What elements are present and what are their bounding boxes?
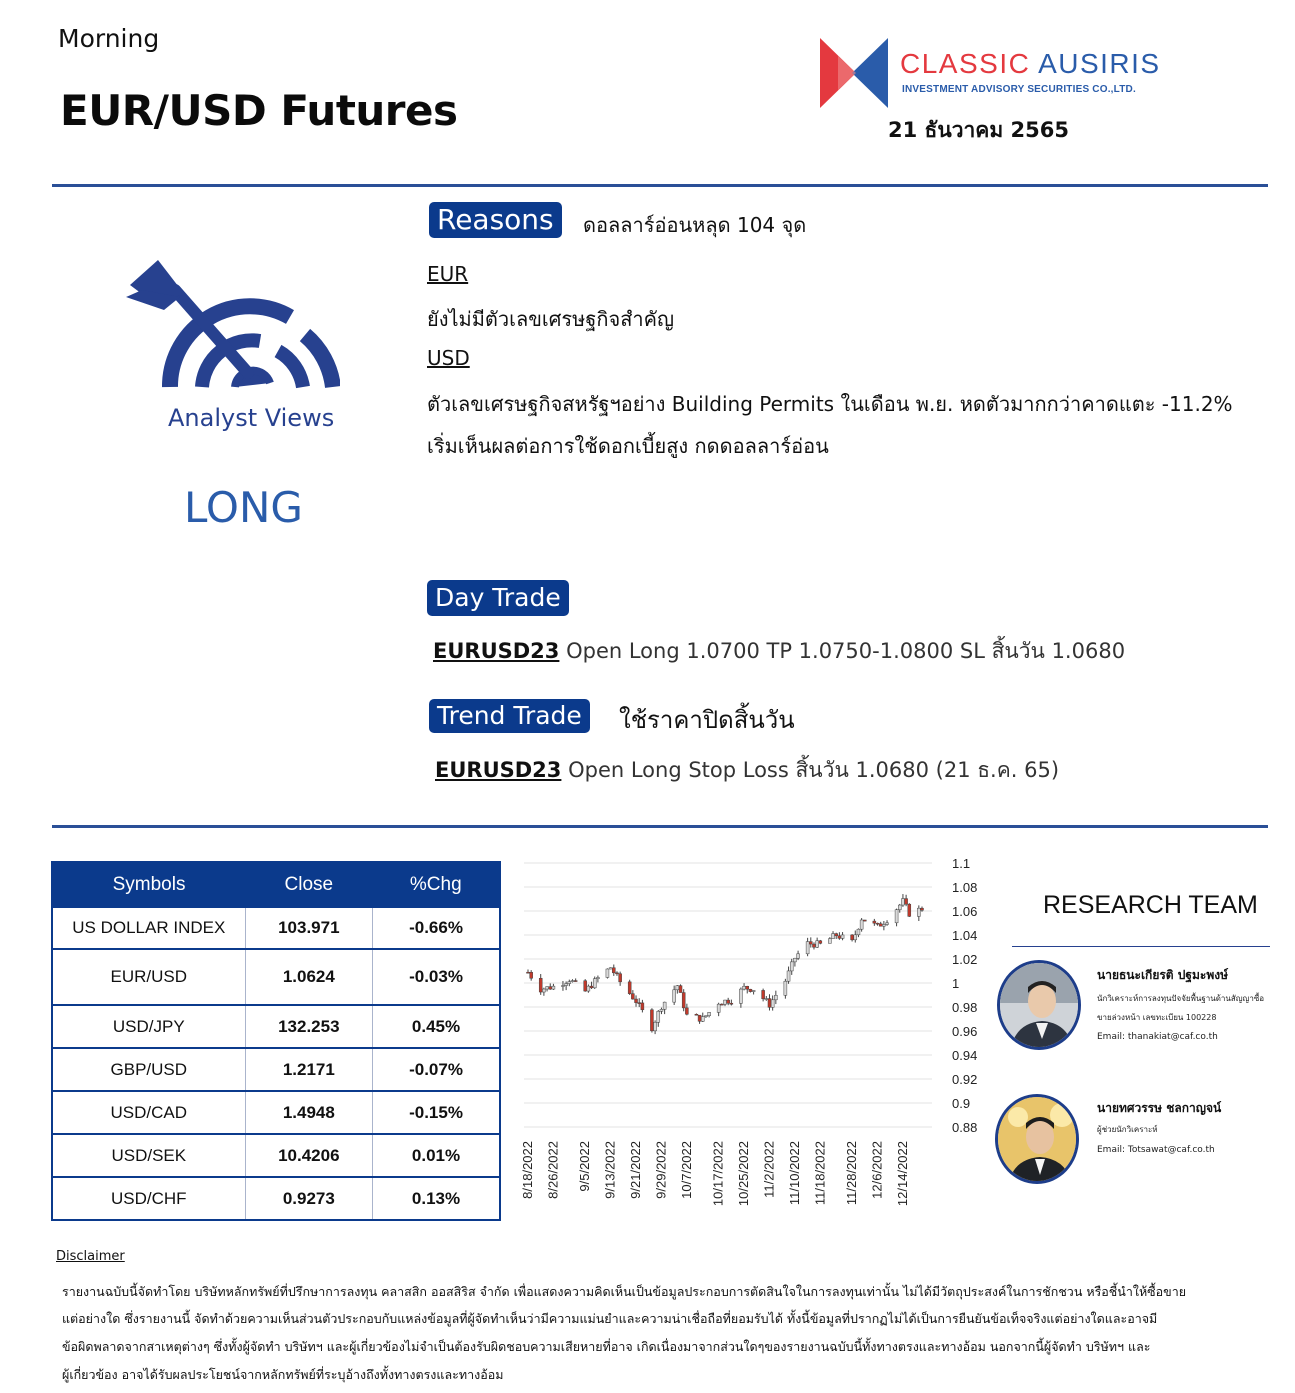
- candle-body: [857, 929, 860, 935]
- candle-body: [797, 954, 800, 958]
- disclaimer-line: แต่อย่างใด ซึ่งรายงานนี้ จัดทำด้วยความเห็นส่วนตัวประกอบกับแหล่งข้อมูลที่ผู้จัดทำเห็นว่ามีความแม่นยำและความน่าเชื่อถือที่ยอมรับได้ ทั้งนี้ข้อมูลที่ปรากฏไม่ได้เป็นการยืนยันข้อเท็จจริงแต่อย่างใดและอาจมี: [62, 1311, 1158, 1326]
- member-2-name: นายทศวรรษ ชลกาญจน์: [1097, 1101, 1222, 1115]
- candle-body: [701, 1017, 704, 1022]
- member-1-name: นายธนะเกียรติ ปฐมะพงษ์: [1097, 968, 1229, 982]
- cell-change: 0.13%: [373, 1177, 500, 1220]
- header-divider: [52, 184, 1268, 187]
- disclaimer-line: ข้อผิดพลาดจากสาเหตุต่างๆ ซึ่งทั้งผู้จัดทำ บริษัทฯ และผู้เกี่ยวข้องไม่จำเป็นต้องรับผิดชอบความเสียหายที่อาจ เกิดเนื่องมาจากส่วนใดๆของรายงานฉบับนี้ทั้งทางตรงและทางอ้อม นอกจากนี้ผู้จัดทำ บริษัทฯ และ: [62, 1339, 1151, 1354]
- section-divider: [52, 825, 1268, 828]
- y-tick-label: 1.04: [952, 928, 978, 943]
- y-tick-label: 0.94: [952, 1048, 978, 1063]
- candle-body: [873, 921, 876, 923]
- x-tick-label: 10/7/2022: [678, 1141, 694, 1199]
- candle-body: [819, 941, 822, 944]
- x-tick-label: 8/18/2022: [520, 1141, 535, 1199]
- candle-body: [568, 982, 571, 984]
- candle-body: [631, 994, 634, 999]
- member-1-role-line-2: ขายล่วงหน้า เลขทะเบียน 100228: [1097, 1013, 1217, 1022]
- candle-body: [641, 1003, 644, 1010]
- member-2-email: Email: Totsawat@caf.co.th: [1097, 1145, 1215, 1155]
- candle-body: [841, 935, 844, 938]
- cell-close: 10.4206: [245, 1134, 372, 1177]
- candle-body: [574, 981, 577, 982]
- trend-trade-text: Open Long Stop Loss สิ้นวัน 1.0680 (21 ธ.ค. 65): [561, 758, 1060, 782]
- cell-close: 1.0624: [245, 949, 372, 1005]
- candle-body: [886, 923, 889, 925]
- candle-body: [921, 908, 924, 910]
- candle-body: [854, 935, 857, 940]
- reasons-headline: ดอลลาร์อ่อนหลุด 104 จุด: [583, 213, 807, 237]
- brand-subtitle: INVESTMENT ADVISORY SECURITIES CO.,LTD.: [902, 84, 1136, 95]
- candle-body: [790, 962, 793, 971]
- candle-body: [654, 1022, 657, 1031]
- cell-symbol: US DOLLAR INDEX: [52, 907, 245, 949]
- candle-body: [851, 935, 854, 940]
- candle-body: [638, 1003, 641, 1004]
- member-1-role-line-1: นักวิเคราะห์การลงทุนปัจจัยพื้นฐานด้านสัญญาซื้อ: [1097, 994, 1265, 1003]
- candle-body: [552, 986, 555, 989]
- company-logo: [818, 36, 1168, 116]
- candle-body: [739, 989, 742, 1003]
- table-row: [52, 1134, 500, 1177]
- table-row: [52, 949, 500, 1005]
- candle-body: [679, 986, 682, 993]
- disclaimer-line: ผู้เกี่ยวข้อง อาจได้รับผลประโยชน์จากหลักทรัพย์ที่ระบุอ้างถึงทั้งทางตรงและทางอ้อม: [62, 1367, 504, 1382]
- cell-change: 0.01%: [373, 1134, 500, 1177]
- analyst-stance: LONG: [184, 483, 303, 532]
- cell-close: 1.2171: [245, 1048, 372, 1091]
- candle-body: [809, 942, 812, 945]
- candle-body: [908, 904, 911, 916]
- x-tick-label: 10/17/2022: [710, 1141, 726, 1207]
- member-2-role: ผู้ช่วยนักวิเคราะห์: [1097, 1125, 1158, 1134]
- candle-body: [596, 977, 599, 978]
- x-tick-label: 9/21/2022: [628, 1141, 644, 1199]
- disclaimer-line: รายงานฉบับนี้จัดทำโดย บริษัทหลักทรัพย์ที่ปรึกษาการลงทุน คลาสสิก ออสสิริส จำกัด เพื่อแสดงความคิดเห็นเป็นข้อมูลประกอบการตัดสินใจในการลงทุนเท่านั้น ไม่ได้มีวัตถุประสงค์ในการชักชวน หรือชี้นำให้ซื้อขาย: [62, 1284, 1187, 1299]
- trend-trade-note: ใช้ราคาปิดสิ้นวัน: [619, 706, 795, 734]
- reasons-badge: Reasons: [429, 202, 562, 238]
- person-photo-icon: [1000, 963, 1081, 1050]
- candle-body: [698, 1015, 701, 1021]
- candle-body: [612, 968, 615, 973]
- candle-body: [663, 1002, 666, 1009]
- candle-body: [860, 920, 863, 929]
- cell-change: -0.66%: [373, 907, 500, 949]
- y-tick-label: 1.02: [952, 952, 978, 967]
- candle-body: [615, 973, 618, 974]
- cell-change: -0.07%: [373, 1048, 500, 1091]
- candle-body: [832, 934, 835, 939]
- candle-body: [650, 1010, 653, 1031]
- header-close: Close: [245, 862, 372, 907]
- candle-body: [587, 986, 590, 991]
- eur-text: ยังไม่มีตัวเลขเศรษฐกิจสำคัญ: [427, 307, 675, 331]
- candle-body: [724, 1000, 727, 1004]
- x-tick-label: 11/10/2022: [786, 1141, 802, 1206]
- x-tick-label: 11/2/2022: [761, 1141, 777, 1198]
- candle-body: [609, 968, 612, 969]
- x-tick-label: 9/13/2022: [602, 1141, 618, 1199]
- candle-body: [879, 924, 882, 926]
- cell-symbol: USD/CHF: [52, 1177, 245, 1220]
- candle-body: [917, 908, 920, 916]
- disclaimer-title: Disclaimer: [56, 1249, 125, 1264]
- logo-mark-icon: [818, 36, 890, 110]
- member-1-email: Email: thanakiat@caf.co.th: [1097, 1032, 1218, 1042]
- candle-body: [628, 982, 631, 994]
- y-tick-label: 1.06: [952, 904, 978, 919]
- day-trade-symbol: EURUSD23: [433, 639, 560, 663]
- cell-symbol: EUR/USD: [52, 949, 245, 1005]
- candle-body: [593, 979, 596, 988]
- candle-body: [762, 990, 765, 998]
- x-tick-label: 9/5/2022: [577, 1141, 593, 1192]
- y-tick-label: 0.98: [952, 1000, 978, 1015]
- cell-close: 132.253: [245, 1005, 372, 1048]
- cell-close: 0.9273: [245, 1177, 372, 1220]
- candle-body: [793, 958, 796, 962]
- cell-close: 103.971: [245, 907, 372, 949]
- brand-name: [900, 48, 1161, 80]
- y-tick-label: 0.92: [952, 1072, 978, 1087]
- x-tick-label: 9/29/2022: [653, 1141, 669, 1199]
- candle-body: [561, 986, 564, 987]
- candle-body: [720, 1004, 723, 1005]
- candle-body: [730, 1003, 733, 1004]
- candle-body: [565, 984, 568, 986]
- candle-body: [539, 978, 542, 992]
- header-symbols: Symbols: [52, 862, 245, 907]
- candle-body: [876, 923, 879, 924]
- market-table: [51, 861, 501, 1221]
- candle-body: [708, 1012, 711, 1015]
- candle-body: [549, 987, 552, 989]
- candle-body: [606, 969, 609, 977]
- analyst-views-label: Analyst Views: [168, 404, 335, 432]
- candle-body: [838, 936, 841, 939]
- candle-body: [530, 972, 533, 978]
- candle-body: [771, 1000, 774, 1008]
- report-kicker: Morning: [58, 24, 160, 53]
- candle-body: [546, 987, 549, 989]
- person-photo-icon: [998, 1097, 1079, 1184]
- table-header-row: [52, 862, 500, 907]
- candle-body: [685, 1008, 688, 1014]
- y-tick-label: 1.08: [952, 880, 978, 895]
- candle-body: [787, 971, 790, 981]
- candle-body: [882, 924, 885, 926]
- candle-body: [863, 920, 866, 921]
- cell-change: -0.15%: [373, 1091, 500, 1134]
- day-trade-badge: Day Trade: [427, 580, 569, 616]
- candle-body: [895, 910, 898, 923]
- candle-body: [784, 981, 787, 995]
- candle-body: [749, 989, 752, 991]
- candle-body: [717, 1004, 720, 1012]
- cell-symbol: USD/SEK: [52, 1134, 245, 1177]
- brand-name-part1: CLASSIC: [900, 48, 1039, 79]
- usd-text-line-2: เริ่มเห็นผลต่อการใช้ดอกเบี้ยสูง กดดอลลาร์อ่อน: [427, 434, 829, 458]
- cell-close: 1.4948: [245, 1091, 372, 1134]
- candle-body: [765, 999, 768, 1000]
- candle-body: [727, 1000, 730, 1003]
- header-pct-change: %Chg: [373, 862, 500, 907]
- cell-change: -0.03%: [373, 949, 500, 1005]
- candle-body: [584, 981, 587, 991]
- table-row: [52, 1091, 500, 1134]
- candle-body: [695, 1014, 698, 1015]
- avatar: [997, 960, 1081, 1050]
- candle-body: [816, 941, 819, 947]
- usd-label: USD: [427, 346, 470, 370]
- eurusd-candlestick-chart: [518, 850, 988, 1220]
- candle-body: [704, 1016, 707, 1017]
- y-tick-label: 0.96: [952, 1024, 978, 1039]
- research-team-title: RESEARCH TEAM: [1043, 891, 1258, 919]
- candle-body: [542, 989, 545, 992]
- research-team-divider: [1012, 946, 1270, 947]
- trend-trade-badge: Trend Trade: [429, 699, 590, 733]
- candle-body: [682, 993, 685, 1008]
- candle-body: [898, 905, 901, 910]
- cell-symbol: USD/CAD: [52, 1091, 245, 1134]
- candle-body: [774, 995, 777, 1000]
- table-row: [52, 1005, 500, 1048]
- table-row: [52, 907, 500, 949]
- x-tick-label: 8/26/2022: [545, 1141, 561, 1199]
- y-tick-label: 1: [952, 976, 960, 991]
- candle-body: [743, 986, 746, 989]
- candle-body: [746, 986, 749, 989]
- report-date: 21 ธันวาคม 2565: [888, 118, 1069, 142]
- candle-body: [673, 990, 676, 1002]
- candle-body: [590, 986, 593, 988]
- candle-body: [905, 899, 908, 905]
- trend-trade-symbol: EURUSD23: [435, 758, 562, 782]
- y-tick-label: 1.1: [952, 856, 971, 871]
- target-arrow-icon: [120, 255, 340, 395]
- candle-body: [676, 986, 679, 990]
- candle-body: [901, 899, 904, 905]
- cell-symbol: USD/JPY: [52, 1005, 245, 1048]
- candle-body: [835, 934, 838, 936]
- day-trade-text: Open Long 1.0700 TP 1.0750-1.0800 SL สิ้นวัน 1.0680: [559, 639, 1126, 663]
- avatar: [995, 1094, 1079, 1184]
- usd-text-line-1: ตัวเลขเศรษฐกิจสหรัฐฯอย่าง Building Permits ในเดือน พ.ย. หดตัวมากกว่าคาดแตะ -11.2%: [427, 392, 1233, 416]
- candle-body: [806, 942, 809, 954]
- brand-name-part2: AUSIRIS: [1038, 48, 1161, 79]
- table-row: [52, 1177, 500, 1220]
- y-tick-label: 0.88: [952, 1120, 978, 1135]
- x-tick-label: 12/6/2022: [869, 1141, 885, 1199]
- eur-label: EUR: [427, 262, 469, 286]
- candle-body: [812, 944, 815, 947]
- y-tick-label: 0.9: [952, 1096, 971, 1111]
- x-tick-label: 11/18/2022: [812, 1141, 828, 1206]
- candle-body: [828, 939, 831, 944]
- x-tick-label: 12/14/2022: [894, 1141, 910, 1207]
- x-tick-label: 10/25/2022: [736, 1141, 752, 1207]
- candle-body: [657, 1011, 660, 1022]
- candle-body: [768, 999, 771, 1008]
- candle-body: [660, 1009, 663, 1011]
- candle-body: [619, 974, 622, 982]
- candle-body: [571, 981, 574, 982]
- candle-body: [752, 990, 755, 991]
- table-row: [52, 1048, 500, 1091]
- cell-symbol: GBP/USD: [52, 1048, 245, 1091]
- day-trade-line: [433, 635, 1125, 668]
- cell-change: 0.45%: [373, 1005, 500, 1048]
- page-title: EUR/USD Futures: [60, 86, 458, 135]
- trend-trade-line: [435, 754, 1059, 787]
- candle-body: [635, 999, 638, 1003]
- x-tick-label: 11/28/2022: [844, 1141, 860, 1206]
- candle-body: [527, 972, 530, 973]
